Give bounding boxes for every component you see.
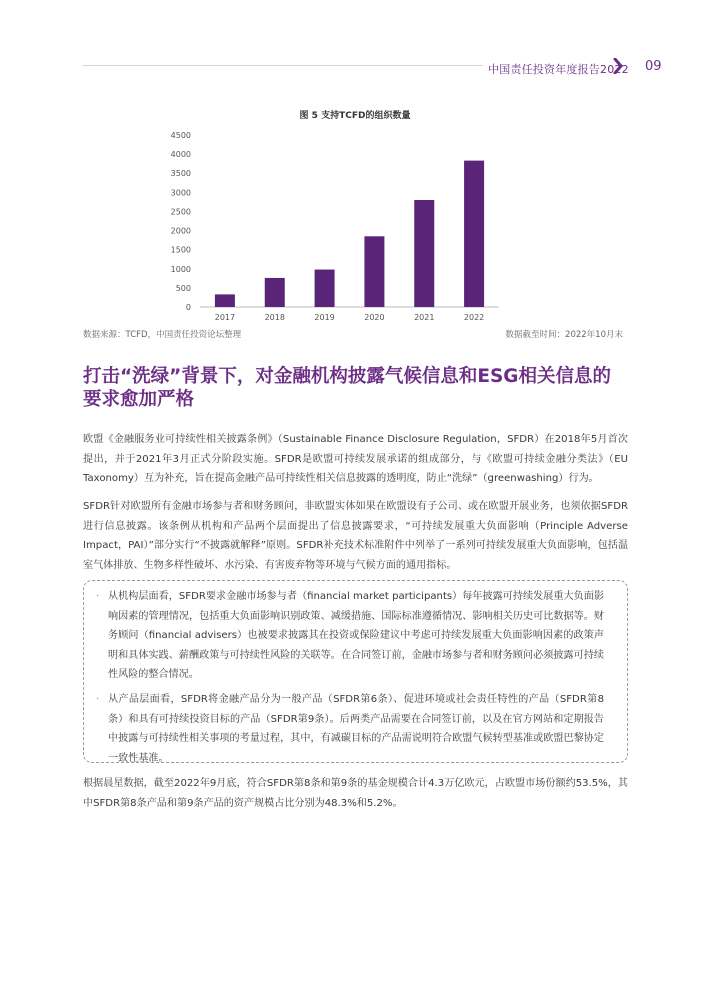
- chart-date-note: 数据截至时间：2022年10月末: [505, 330, 623, 340]
- y-tick-label: 1500: [170, 245, 191, 255]
- y-tick-label: 1000: [170, 264, 191, 274]
- x-tick-label: 2018: [264, 313, 285, 322]
- report-title: 中国责任投资年度报告2022: [488, 63, 629, 76]
- y-tick-label: 3500: [170, 169, 191, 179]
- callout-box: [83, 580, 628, 763]
- callout-bullet-institution: [96, 587, 604, 685]
- chart-source-note: 数据来源：TCFD，中国责任投资论坛整理: [83, 330, 242, 340]
- paragraph-morningstar-data: 根据晨星数据，截至2022年9月底，符合SFDR第8条和第9条的基金规模合计4.3万亿欧元，占欧盟市场份额约53.5%，其中SFDR第8条产品和第9条产品的资产规模占比分别为48.3%和5.2%。: [83, 778, 628, 809]
- chart-bars: [215, 161, 484, 307]
- bar-2019: [315, 270, 335, 307]
- tcfd-bar-chart: [0, 0, 710, 340]
- bullet-marker: ·: [96, 694, 100, 705]
- y-axis-ticks: [171, 131, 191, 312]
- x-tick-label: 2021: [414, 313, 435, 322]
- x-axis-ticks: [215, 313, 485, 322]
- y-tick-label: 500: [175, 283, 191, 293]
- x-tick-label: 2022: [463, 313, 485, 322]
- y-tick-label: 4500: [170, 131, 191, 140]
- paragraph-sfdr-intro: 欧盟《金融服务业可持续性相关披露条例》（Sustainable Finance Disclosure Regulation，SFDR）在2018年5月首次提出，并于2021年3月正式分阶段实施。SFDR是欧盟可持续发展承诺的组成部分，与《欧盟可持续金融分类法》（EU Taxonomy）互为补充，旨在提高金融产品可持续性相关信息披露的透明度，防止“洗绿”（greenwashing）行为。: [83, 434, 628, 485]
- y-tick-label: 0: [185, 303, 191, 312]
- y-tick-label: 3000: [170, 188, 191, 198]
- y-tick-label: 4000: [170, 150, 191, 160]
- page-number: 09: [645, 59, 662, 74]
- bar-2021: [414, 200, 434, 307]
- paragraph-sfdr-scope: SFDR针对欧盟所有金融市场参与者和财务顾问，非欧盟实体如果在欧盟设有子公司、或在欧盟开展业务，也须依据SFDR进行信息披露。该条例从机构和产品两个层面提出了信息披露要求，“可持续发展重大负面影响（Principle Adverse Impact，PAI）”部分实行“不披露就解释”原则。SFDR补充技术标准附件中列举了一系列可持续发展重大负面影响，包括温室气体排放、生物多样性破坏、水污染、有害废弃物等环境与气候方面的通用指标。: [83, 501, 628, 571]
- x-tick-label: 2020: [364, 313, 385, 322]
- y-tick-label: 2500: [170, 207, 191, 217]
- y-tick-label: 2000: [170, 226, 191, 236]
- bar-2018: [265, 278, 285, 307]
- bullet-text: 从产品层面看，SFDR将金融产品分为一般产品（SFDR第6条）、促进环境或社会责任特性的产品（SFDR第8条）和具有可持续投资目标的产品（SFDR第9条）。后两类产品需要在合同签订前，以及在官方网站和定期报告中披露与可持续性相关事项的考量过程，其中，有减碳目标的产品需说明符合欧盟气候转型基准或欧盟巴黎协定一致性基准。: [108, 694, 604, 764]
- bar-2017: [215, 294, 235, 307]
- callout-bullet-product: [96, 690, 604, 768]
- x-tick-label: 2017: [214, 313, 236, 322]
- bar-2020: [364, 236, 384, 307]
- chart-title: 图 5 支持TCFD的组织数量: [299, 111, 411, 121]
- bullet-marker: ·: [96, 591, 100, 602]
- bullet-text: 从机构层面看，SFDR要求金融市场参与者（financial market participants）每年披露可持续发展重大负面影响因素的管理情况，包括重大负面影响识别政策、减缓措施、国际标准遵循情况、影响相关历史可比数据等。财务顾问（financial advisers）也被要求披露其在投资或保险建议中考虑可持续发展重大负面影响因素的政策声明和具体实践、薪酬政策与可持续性风险的关联等。在合同签订前，金融市场参与者和财务顾问必须披露可持续性风险的整合情况。: [108, 591, 604, 681]
- section-title: 打击“洗绿”背景下，对金融机构披露气候信息和ESG相关信息的要求愈加严格: [83, 366, 611, 410]
- bar-2022: [464, 161, 484, 307]
- x-tick-label: 2019: [314, 313, 335, 322]
